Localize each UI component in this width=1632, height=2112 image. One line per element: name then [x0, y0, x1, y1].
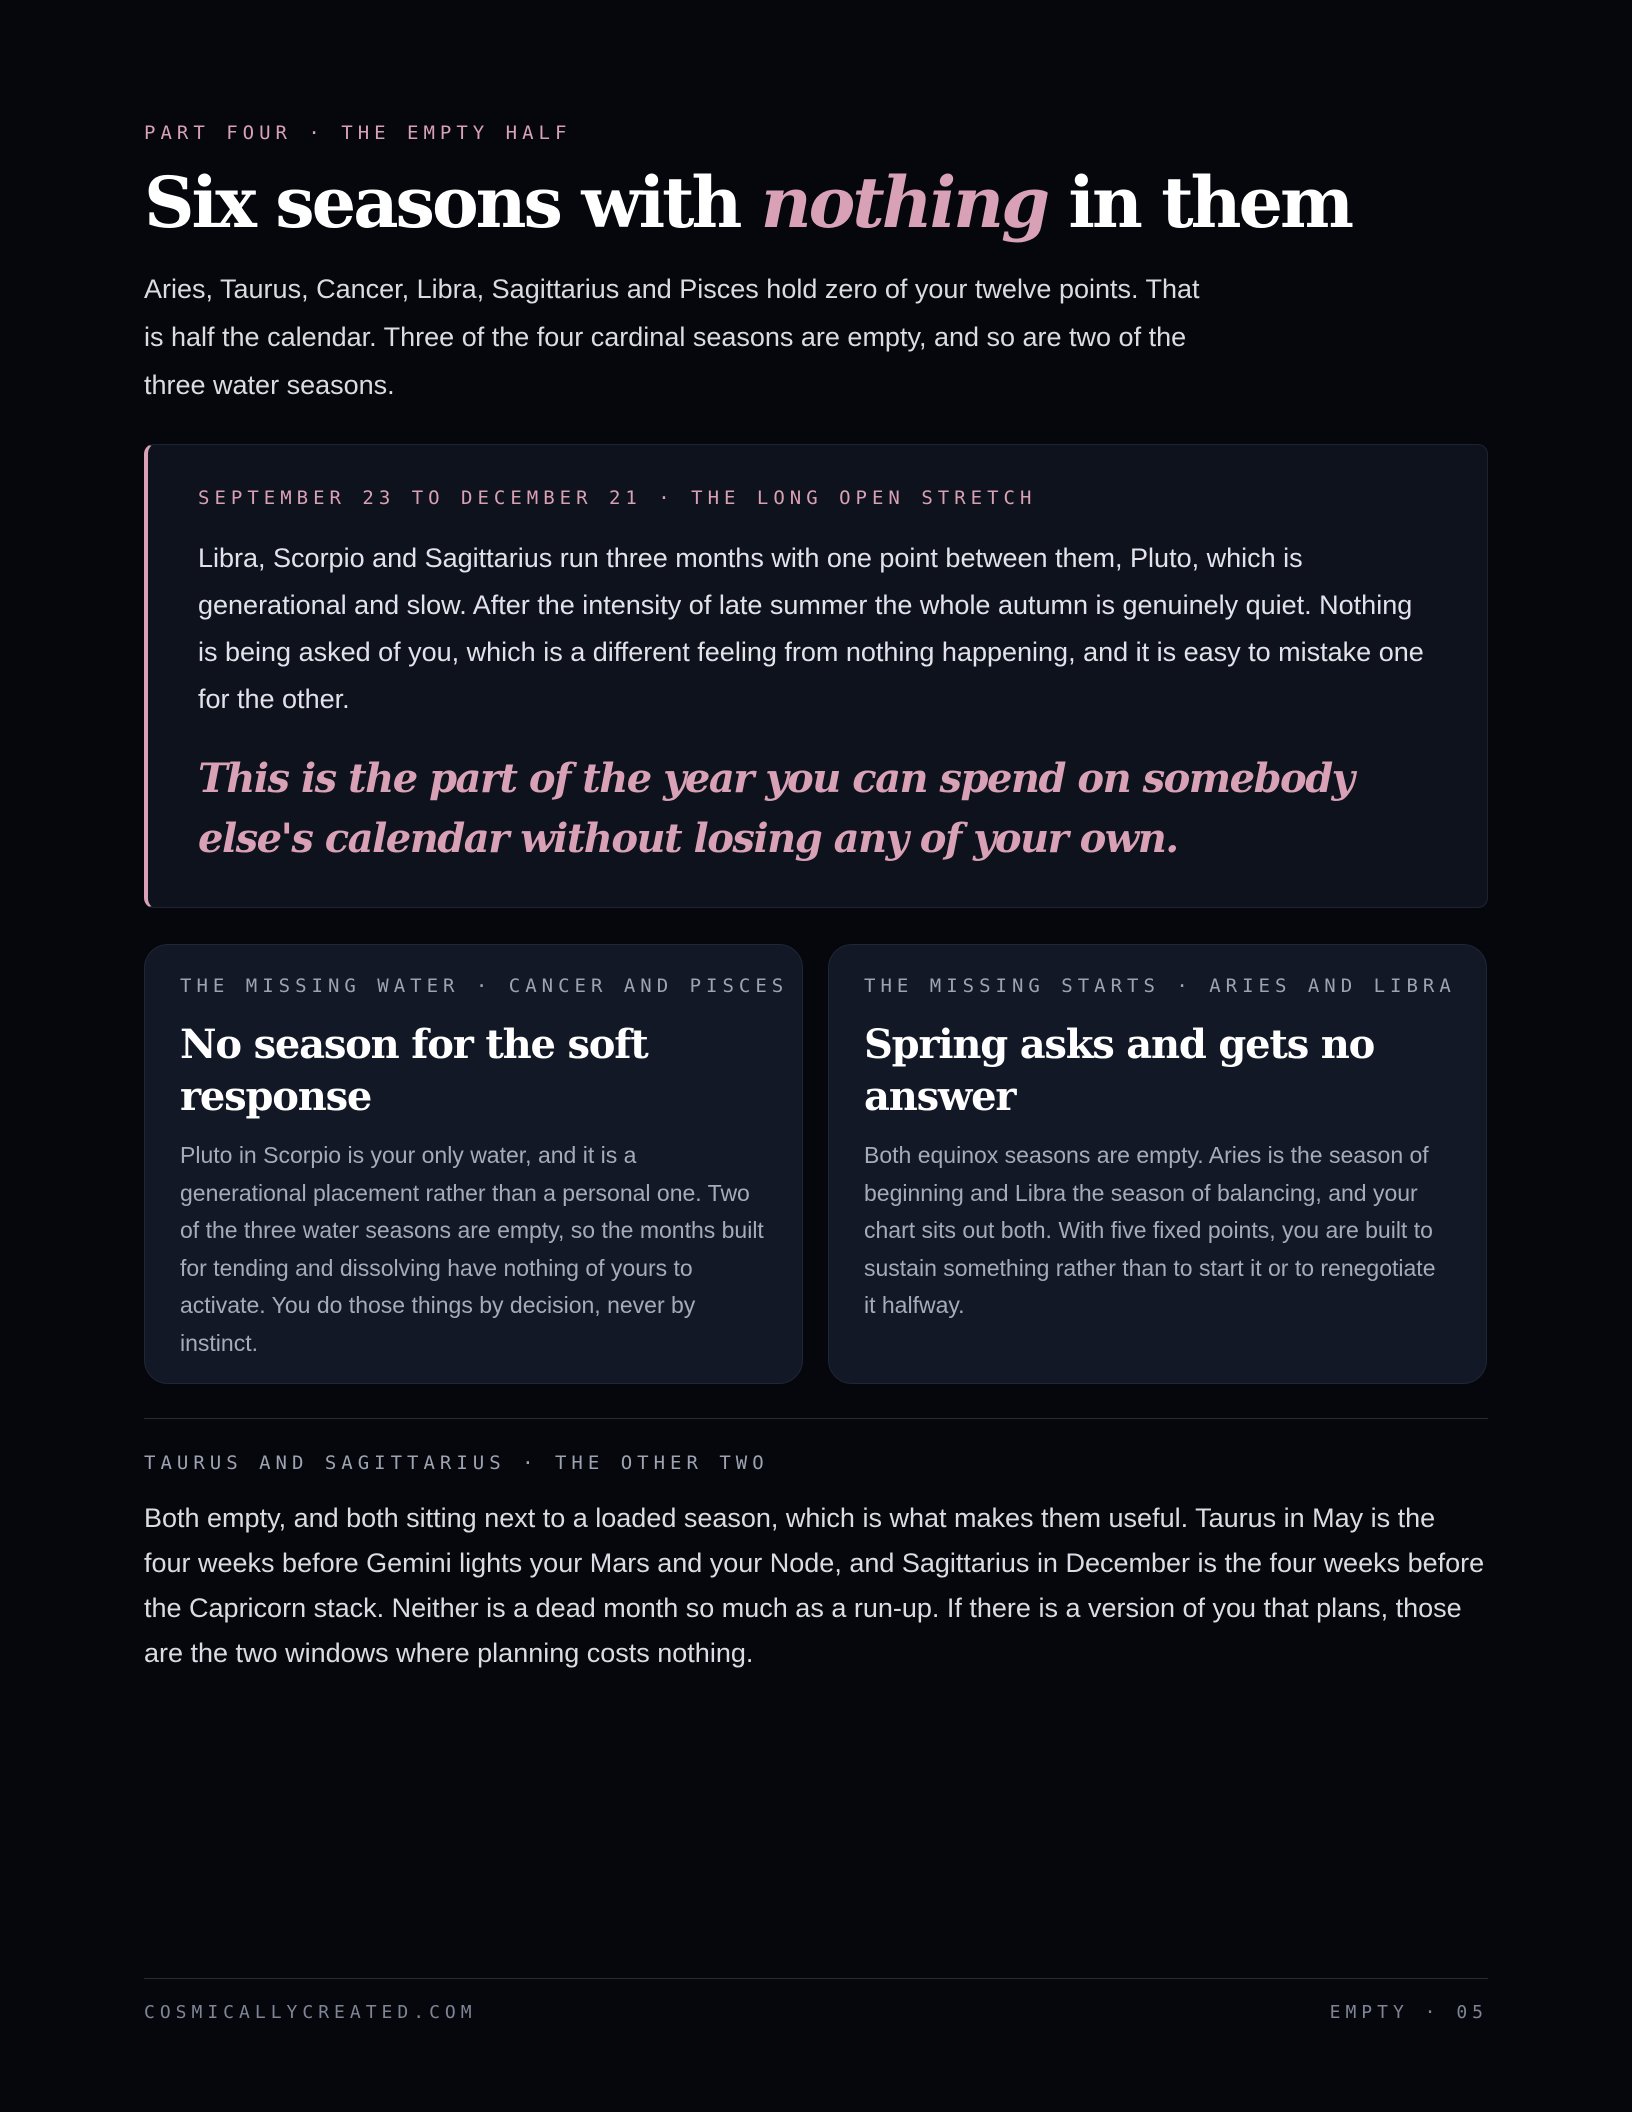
- title-before: Six seasons with: [144, 161, 761, 244]
- callout-quote: This is the part of the year you can spend on somebody else's calendar without losing any of your own.: [198, 755, 1354, 862]
- footer-divider: [144, 1978, 1488, 1979]
- card-heading: No season for the soft response: [180, 1021, 648, 1120]
- lede-paragraph: Aries, Taurus, Cancer, Libra, Sagittarius and Pisces hold zero of your twelve points. That is half the calendar. Three of the four cardinal seasons are empty, and so are two of the three water seasons.: [144, 274, 1200, 400]
- card-grid: [144, 944, 1488, 1384]
- card-heading: Spring asks and gets no answer: [864, 1021, 1375, 1120]
- callout-box: [144, 444, 1488, 908]
- card-label: THE MISSING WATER · CANCER AND PISCES: [180, 975, 789, 997]
- callout-body: Libra, Scorpio and Sagittarius run three months with one point between them, Pluto, which is generational and slow. After the intensity of late summer the whole autumn is genuinely quiet. Nothing is being asked of you, which is a different feeling from nothing happening, and it is easy to mistake one for the other.: [198, 543, 1424, 714]
- page-title: [144, 161, 1352, 244]
- other-section-label: TAURUS AND SAGITTARIUS · THE OTHER TWO: [144, 1452, 769, 1474]
- card-missing-starts: [828, 944, 1487, 1384]
- card-missing-water: [144, 944, 803, 1384]
- footer-site: COSMICALLYCREATED.COM: [144, 2002, 477, 2023]
- callout-label: SEPTEMBER 23 TO DECEMBER 21 · THE LONG OPEN STRETCH: [198, 487, 1037, 509]
- card-text: Both equinox seasons are empty. Aries is the season of beginning and Libra the season of balancing, and your chart sits out both. With five fixed points, you are built to sustain something rather than to start it or to renegotiate it halfway.: [864, 1142, 1436, 1318]
- other-section-body: Both empty, and both sitting next to a loaded season, which is what makes them useful. Taurus in May is the four weeks before Gemini lights your Mars and your Node, and Sagittarius in December is the four weeks before the Capricorn stack. Neither is a dead month so much as a run-up. If there is a version of you that plans, those are the two windows where planning costs nothing.: [144, 1503, 1485, 1668]
- section-kicker: PART FOUR · THE EMPTY HALF: [144, 122, 572, 144]
- card-text: Pluto in Scorpio is your only water, and it is a generational placement rather than a personal one. Two of the three water seasons are empty, so the months built for tending and dissolving have nothing of yours to activate. You do those things by decision, never by instinct.: [180, 1142, 764, 1356]
- section-divider: [144, 1418, 1488, 1419]
- footer-page-number: EMPTY · 05: [1329, 2002, 1488, 2023]
- card-label: THE MISSING STARTS · ARIES AND LIBRA: [864, 975, 1456, 997]
- title-after: in them: [1047, 161, 1352, 244]
- title-accent: nothing: [760, 161, 1048, 244]
